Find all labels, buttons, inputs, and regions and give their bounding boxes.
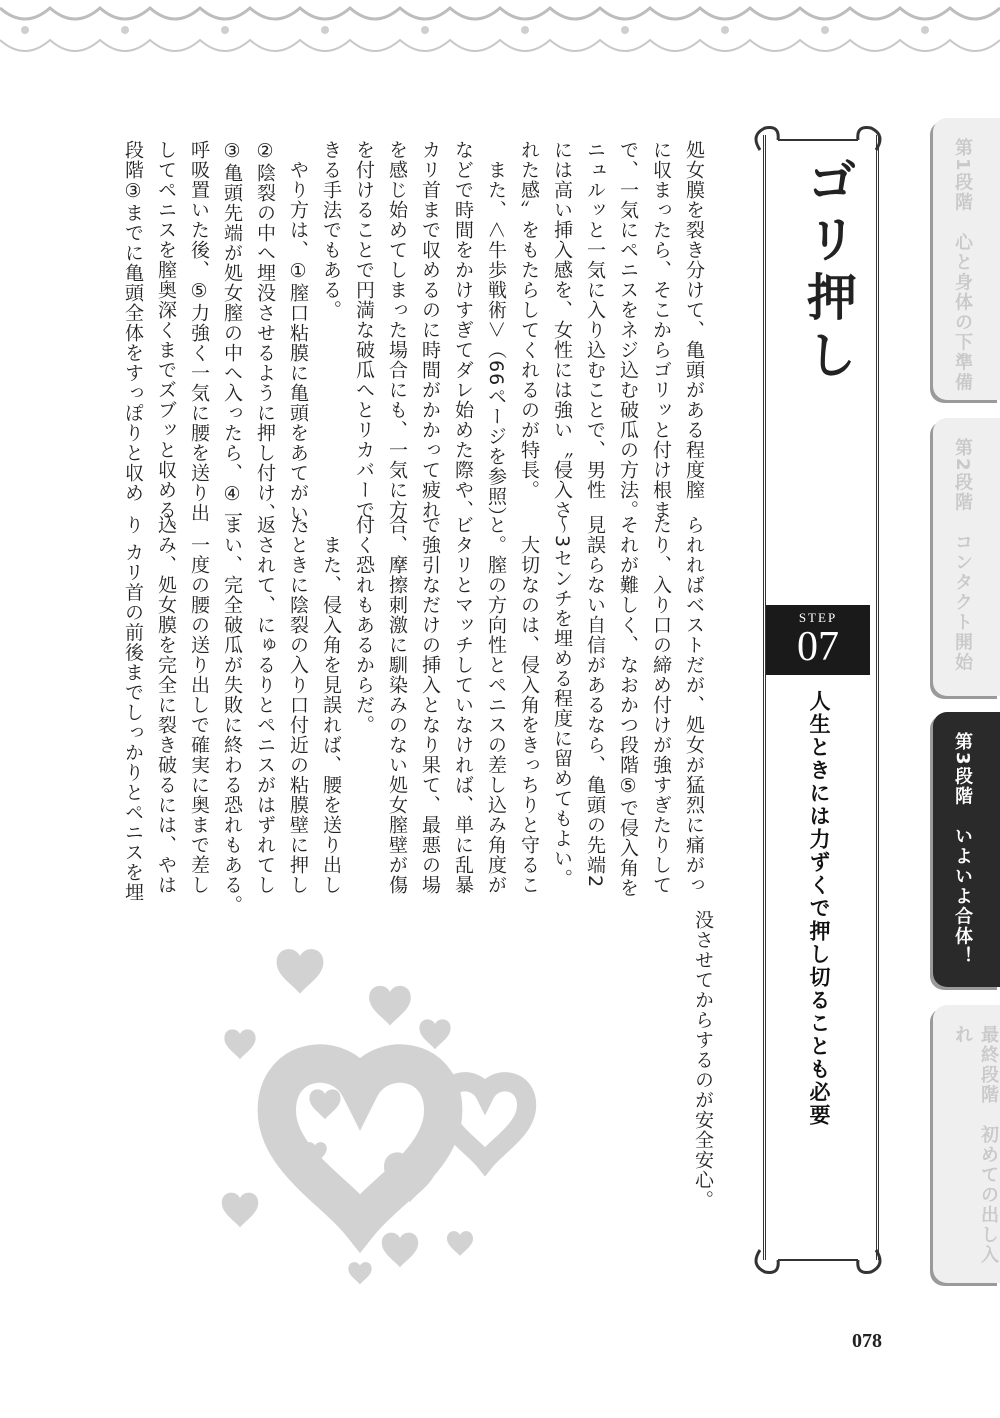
frame-ornament-bottom [750,1240,886,1280]
tab-stage-3[interactable] [933,712,1000,987]
body-text-lower: られればベストだが、処女が猛烈に痛がっ たり、入り口の締め付けが強すぎたりして それが難しく、なおかつ段階⑤で侵入角を 見誤らない自信があるなら、亀頭の先端2 ～3センチを埋める程度に留めてもよい。 大切なのは、侵入角をきっちりと守るこ と。膣の方向性とペニスの差し込み角度が ビタリとマッチしていなければ、単に乱暴 で強引なだけの挿入となり果て、最悪の場 合、摩擦刺激に馴染みのない処女膣壁が傷 付く恐れもあるからだ。 また、侵入角を見誤れば、腰を送り出し たときに陰裂の入り口付近の粘膜壁に押し 返されて、にゅるりとペニスがはずれてし まい、完全破瓜が失敗に終わる恐れもある。 一度の腰の送り出しで確実に奥まで差し 込み、処女膜を完全に裂き破るには、やは り カリ首の前後までしっかりとペニスを埋 [122,515,705,915]
step-number: 07 [797,624,839,670]
lace-border [0,0,1000,70]
body-text-tail: 没させてからするのが安全安心。 [692,910,714,1210]
hearts-decoration [215,925,545,1285]
tab-stage-2-label: 第2段階 コンタクト開始 [952,438,973,673]
frame-ornament-top [750,120,886,160]
page-title: ゴリ押し [799,155,857,387]
body-text-upper: 処女膜を裂き分けて、亀頭がある程度膣 に収まったら、そこからゴリッと付け根ま で、一気にペニスをネジ込む破瓜の方法。 ニュルッと一気に入り込むことで、男性 には高い挿入感を、女性には強い〝侵入さ れた感〟をもたらしてくれるのが特長。 また、＜牛歩戦術＞（66ページを参照） などで時間をかけすぎてダレ始めた際や、 カリ首まで収めるのに時間がかかって疲れ を感じ始めてしまった場合にも、一気に方 を付けることで円満な破瓜へとリカバーで きる手法でもある。 やり方は、①膣口粘膜に亀頭をあてがい、 ②陰裂の中へ埋没させるように押し付け、 ③亀頭先端が処女膣の中へ入ったら、④一 呼吸置いた後、⑤力強く一気に腰を送り出 してペニスを膣奥深くまでズブッと収める。 段階③までに亀頭全体をすっぽりと収め [122,140,705,543]
tab-stage-final-label: 最終段階 初めての出し入れ [952,1025,999,1265]
tab-stage-1-label: 第1段階 心と身体の下準備 [952,138,973,393]
tab-stage-3-label: 第3段階 いよいよ合体！ [952,732,973,967]
step-badge [766,605,870,675]
tab-stage-final[interactable] [933,1005,1000,1283]
subtitle: 人生ときには力ずくで押し切ることも必要 [807,690,831,1127]
tab-stage-1[interactable] [933,118,1000,400]
page-number: 078 [852,1330,882,1352]
tab-stage-2[interactable] [933,418,1000,696]
step-label: STEP [798,610,838,625]
